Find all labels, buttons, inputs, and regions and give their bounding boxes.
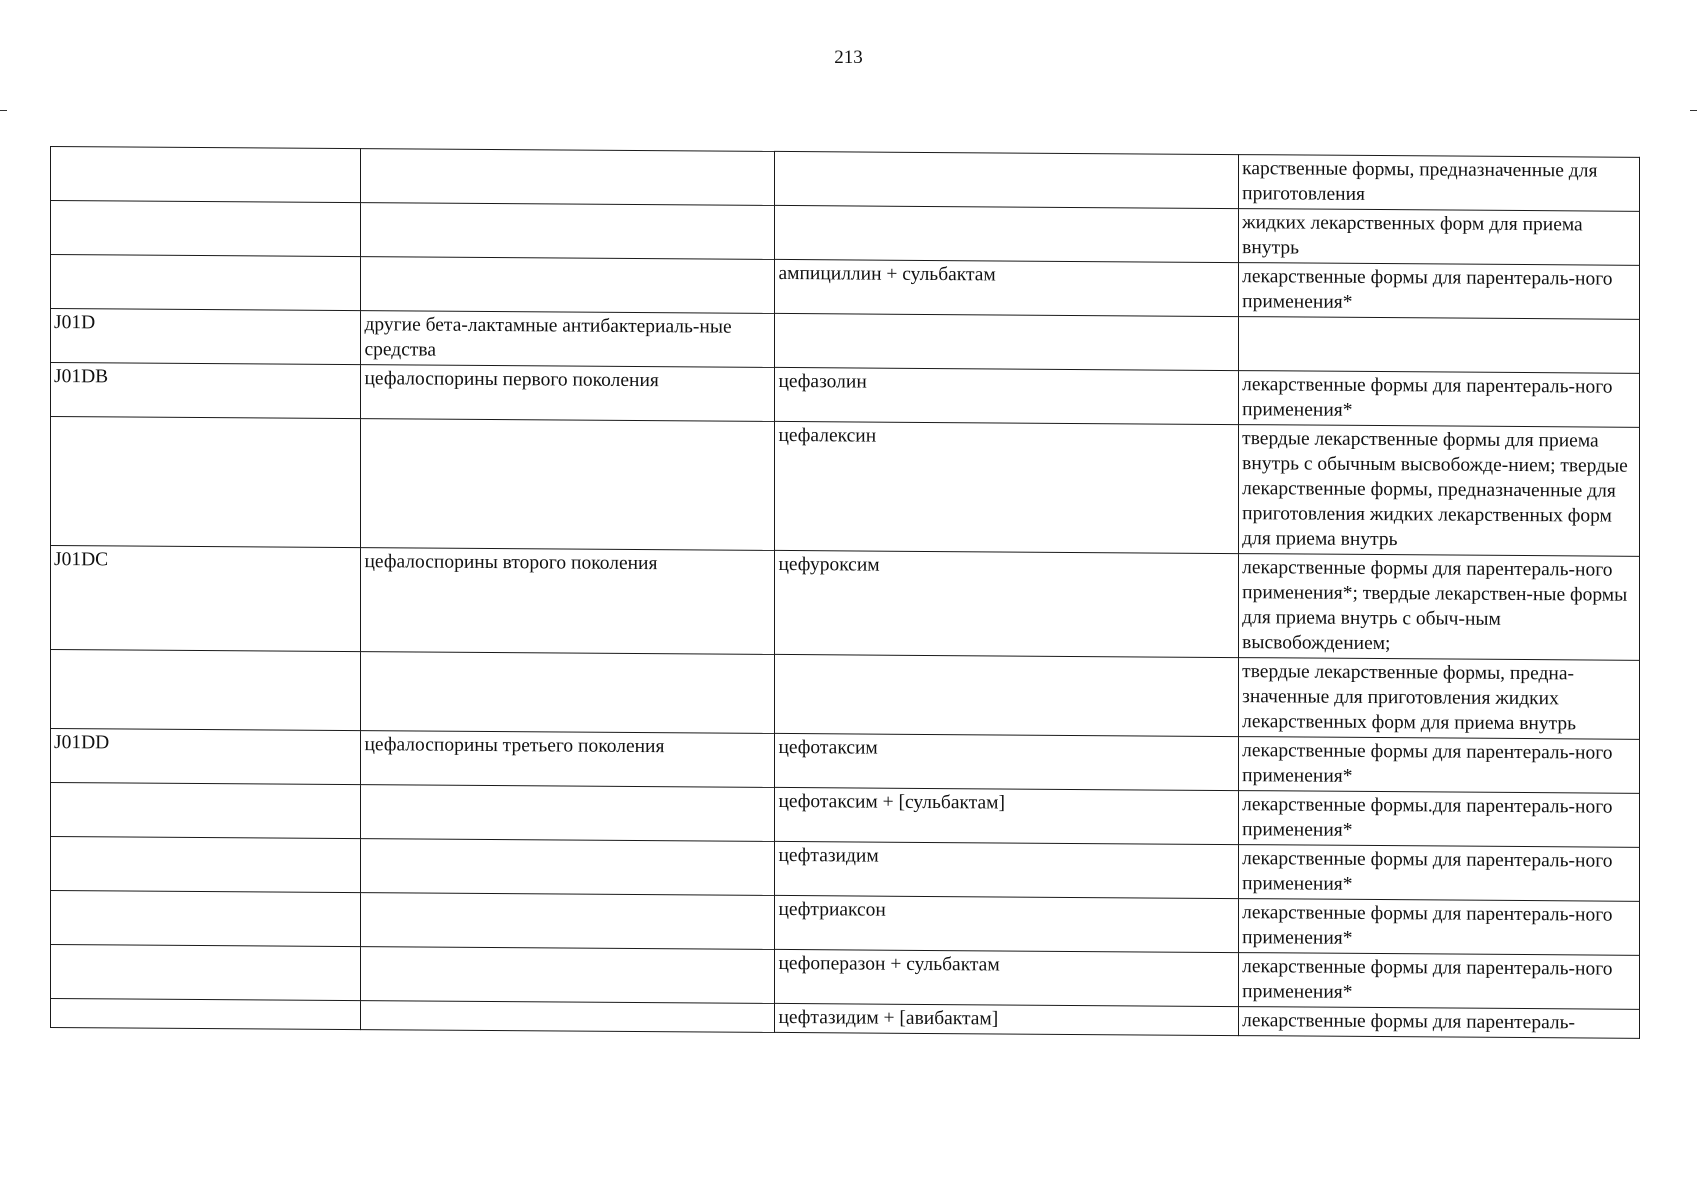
left-edge-mark	[0, 110, 7, 111]
dosage-form-cell: лекарственные формы для парентераль-ного применения*; твердые лекарствен-ные формы для приема внутрь с обыч-ным высвобождением;	[1239, 554, 1640, 661]
group-name-cell	[361, 203, 775, 260]
drug-name-cell: ампициллин + сульбактам	[775, 259, 1239, 316]
atc-code-cell: J01D	[51, 309, 361, 365]
drug-name-cell: цефуроксим	[775, 550, 1239, 657]
drug-name-cell: цефазолин	[775, 367, 1239, 424]
right-edge-mark	[1690, 110, 1697, 111]
dosage-form-cell: жидких лекарственных форм для приема внутрь	[1239, 209, 1640, 266]
drug-name-cell: цефтазидим + [авибактам]	[775, 1003, 1239, 1035]
dosage-form-cell: лекарственные формы для парентераль-ного применения*	[1239, 737, 1640, 794]
atc-code-cell	[51, 147, 361, 203]
atc-code-cell	[51, 837, 361, 893]
atc-code-cell	[51, 417, 361, 548]
atc-code-cell	[51, 891, 361, 947]
group-name-cell	[361, 893, 775, 950]
drug-name-cell: цефтриаксон	[775, 895, 1239, 952]
drug-name-cell: цефтазидим	[775, 841, 1239, 898]
atc-code-cell: J01DC	[51, 546, 361, 652]
group-name-cell	[361, 149, 775, 206]
atc-code-cell: J01DB	[51, 363, 361, 419]
table-row	[51, 417, 1640, 557]
atc-code-cell	[51, 783, 361, 839]
group-name-cell: цефалоспорины третьего поколения	[361, 731, 775, 788]
dosage-form-cell: лекарственные формы для парентераль-ного применения*	[1239, 263, 1640, 320]
atc-code-cell	[51, 650, 361, 731]
group-name-cell	[361, 947, 775, 1004]
page-number: 213	[834, 47, 863, 68]
dosage-form-cell: твердые лекарственные формы, предна-значенные для приготовления жидких лекарственных форм для приема внутрь	[1239, 658, 1640, 740]
table-row	[51, 546, 1640, 661]
drug-name-cell: цефоперазон + сульбактам	[775, 949, 1239, 1006]
atc-code-cell: J01DD	[51, 729, 361, 785]
atc-code-cell	[51, 201, 361, 257]
medicines-table-body	[51, 147, 1640, 1039]
drug-name-cell: цефотаксим	[775, 733, 1239, 790]
group-name-cell	[361, 419, 775, 551]
dosage-form-cell: лекарственные формы для парентераль-ного применения*	[1239, 371, 1640, 428]
dosage-form-cell: лекарственные формы для парентераль-ного применения*	[1239, 845, 1640, 902]
group-name-cell	[361, 652, 775, 734]
dosage-form-cell: лекарственные формы для парентераль-ного применения*	[1239, 899, 1640, 956]
group-name-cell	[361, 839, 775, 896]
atc-code-cell	[51, 999, 361, 1030]
group-name-cell	[361, 1001, 775, 1033]
drug-name-cell	[775, 205, 1239, 262]
group-name-cell	[361, 257, 775, 314]
group-name-cell	[361, 785, 775, 842]
drug-name-cell	[775, 151, 1239, 208]
table-row	[51, 650, 1640, 740]
dosage-form-cell	[1239, 317, 1640, 374]
dosage-form-cell: лекарственные формы.для парентераль-ного применения*	[1239, 791, 1640, 848]
dosage-form-cell: лекарственные формы для парентераль-	[1239, 1007, 1640, 1039]
drug-name-cell: цефалексин	[775, 421, 1239, 553]
drug-name-cell	[775, 654, 1239, 736]
dosage-form-cell: лекарственные формы для парентераль-ного применения*	[1239, 953, 1640, 1010]
group-name-cell: другие бета-лактамные антибактериаль-ные средства	[361, 311, 775, 368]
medicines-table	[50, 146, 1640, 1039]
dosage-form-cell: карственные формы, предназначенные для приготовления	[1239, 155, 1640, 212]
group-name-cell: цефалоспорины второго поколения	[361, 548, 775, 655]
atc-code-cell	[51, 945, 361, 1001]
drug-name-cell: цефотаксим + [сульбактам]	[775, 787, 1239, 844]
drug-name-cell	[775, 313, 1239, 370]
group-name-cell: цефалоспорины первого поколения	[361, 365, 775, 422]
dosage-form-cell: твердые лекарственные формы для приема внутрь с обычным высвобожде-нием; твердые лекарственные формы, предназначенные для приготовления жидких лекарственных форм для приема внутрь	[1239, 425, 1640, 557]
atc-code-cell	[51, 255, 361, 311]
